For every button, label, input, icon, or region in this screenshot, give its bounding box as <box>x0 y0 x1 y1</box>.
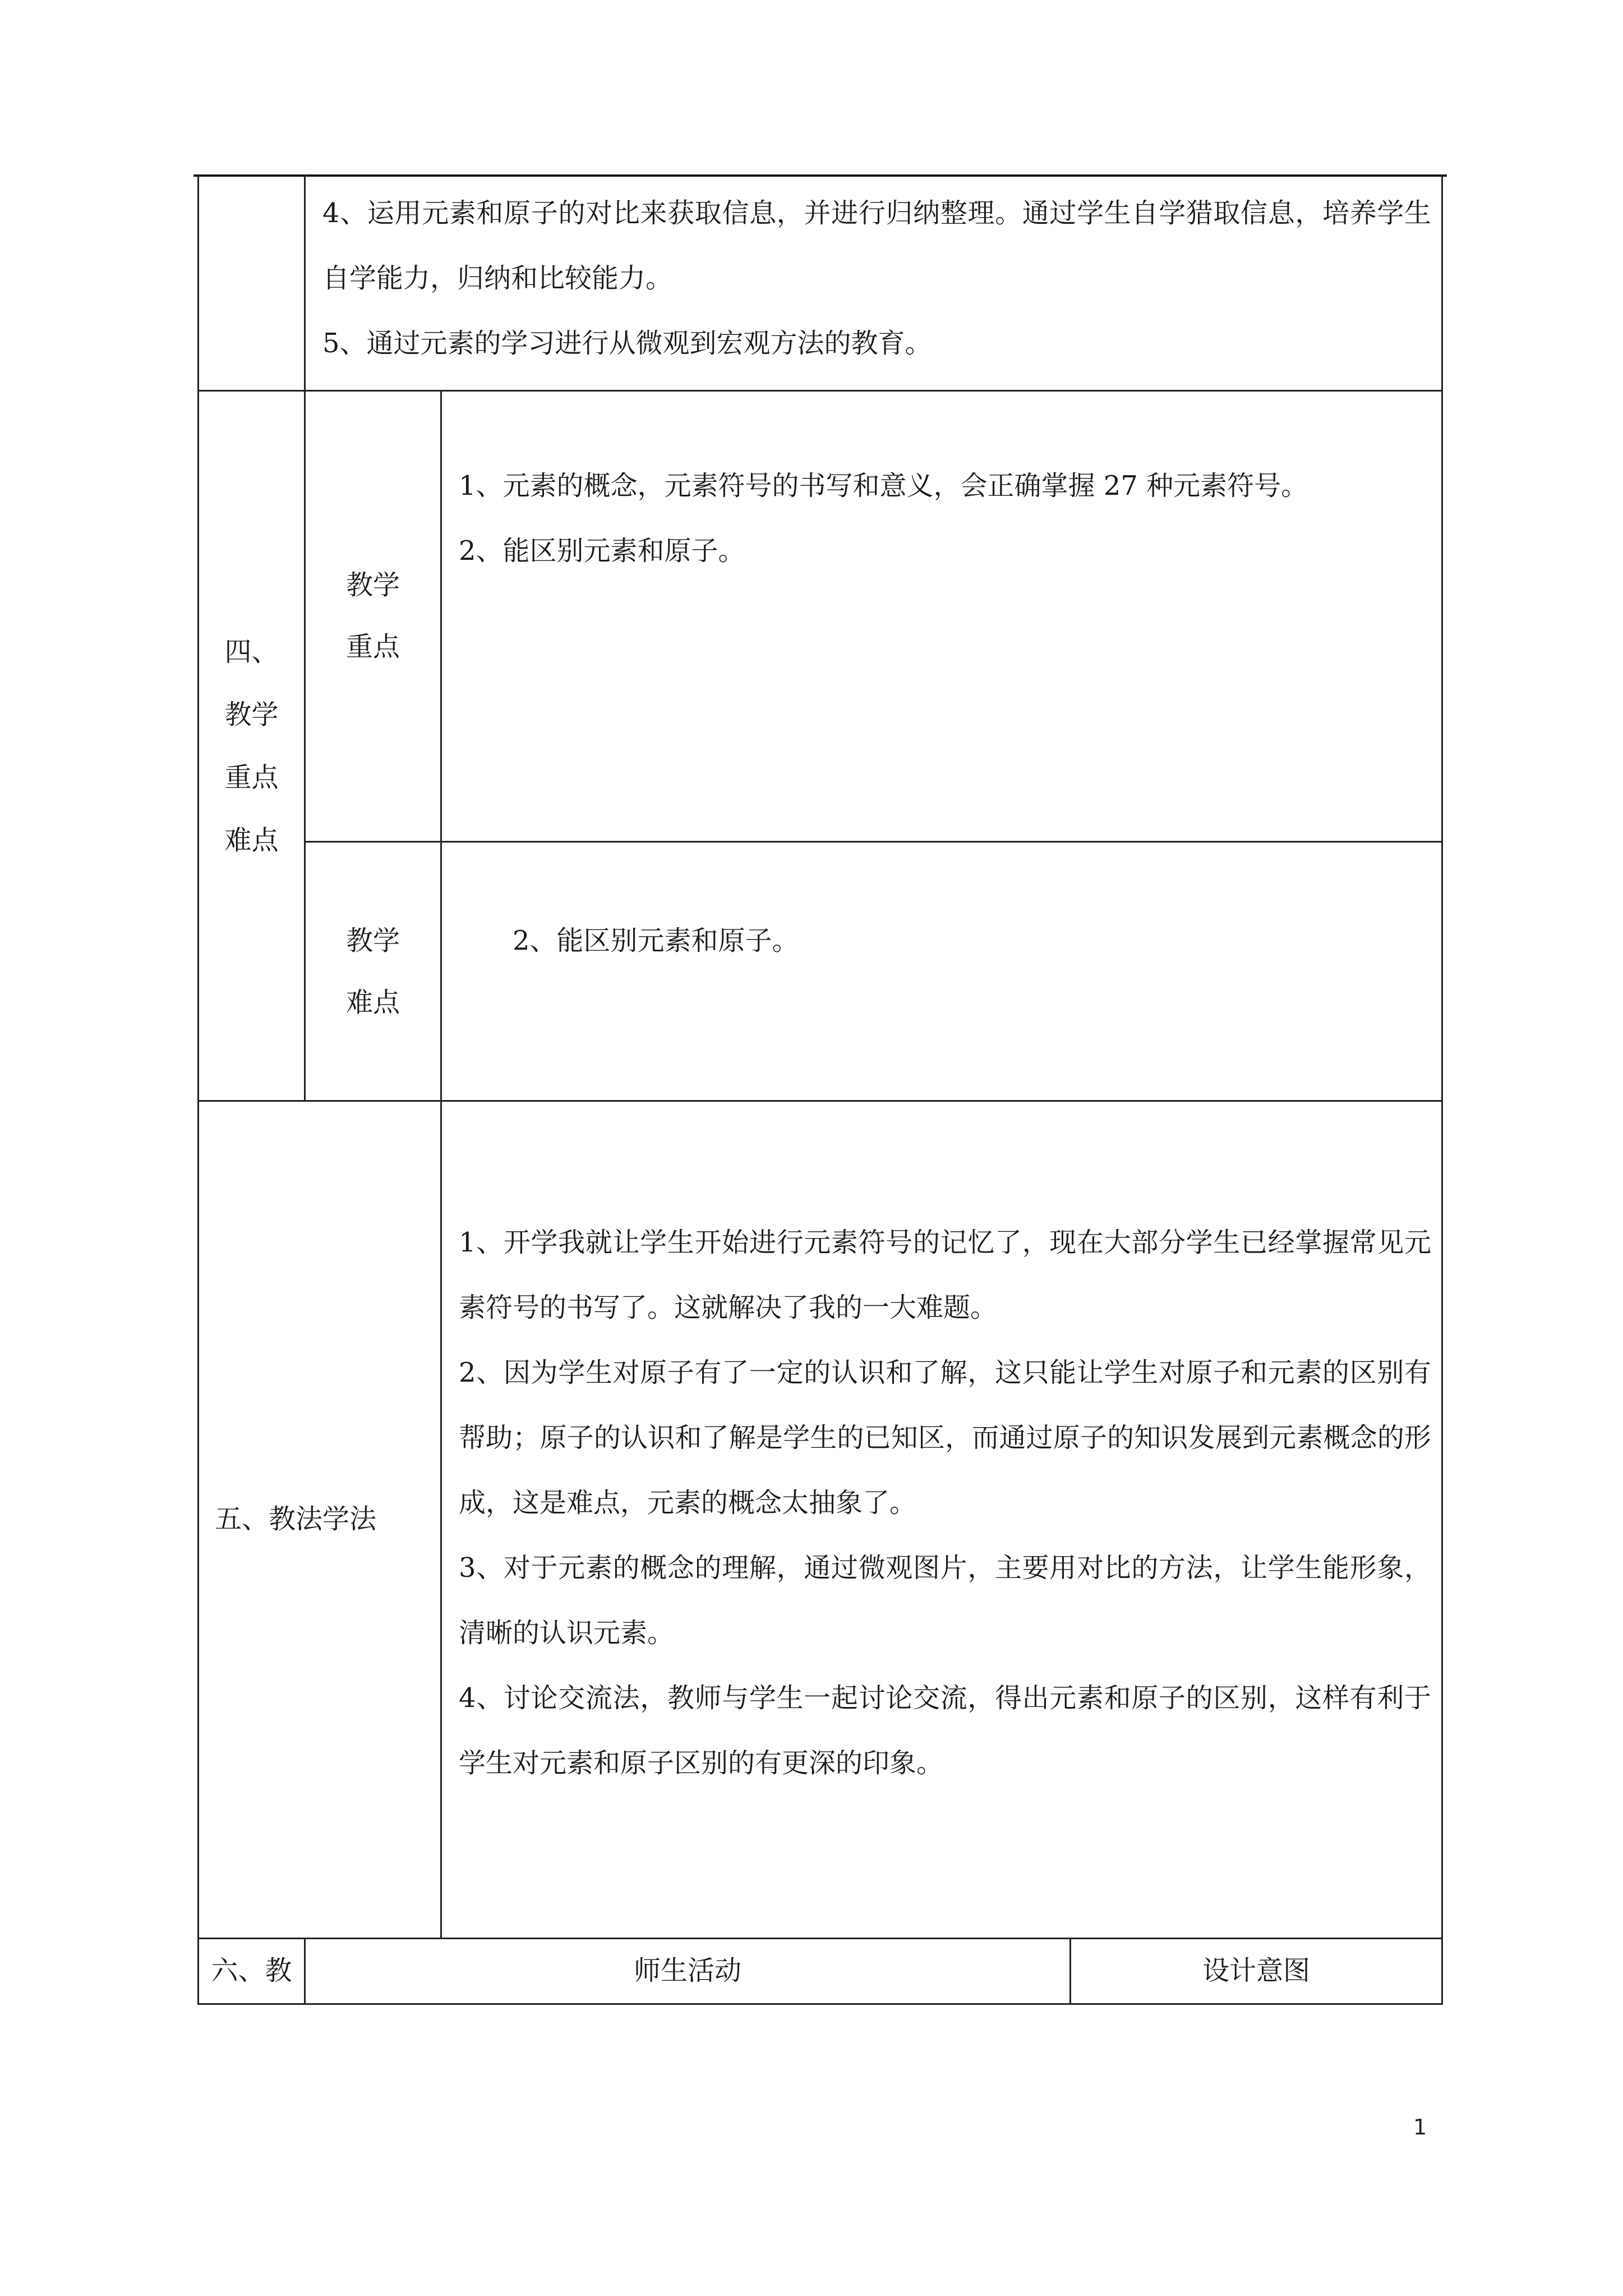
method-item: 2、因为学生对原子有了一定的认识和了解，这只能让学生对原子和元素的区别有帮助；原子的认识和了解是学生的已知区，而通过原子的知识发展到元素概念的形成，这是难点，元素的概念太抽象了。 <box>459 1357 1432 1519</box>
intro-content-cell <box>305 175 1442 390</box>
focus-item: 1、元素的概念，元素符号的书写和意义，会正确掌握 27 种元素符号。 <box>459 470 1308 501</box>
table-row-focus <box>199 390 1442 841</box>
table-row-difficulty <box>199 841 1442 1101</box>
method-item: 4、讨论交流法，教师与学生一起讨论交流，得出元素和原子的区别，这样有利于学生对元素和原子区别的有更深的印象。 <box>459 1682 1432 1779</box>
col-header-activity: 师生活动 <box>305 1938 1071 2004</box>
difficulty-content-cell <box>441 841 1442 1101</box>
section-six-label: 六、教 <box>199 1938 305 2004</box>
methods-list <box>459 1210 1431 1796</box>
lesson-plan-table <box>197 175 1443 2005</box>
table-row-section-six <box>199 1938 1442 2004</box>
section-five-label: 五、教法学法 <box>199 1101 441 1939</box>
method-item: 3、对于元素的概念的理解，通过微观图片，主要用对比的方法，让学生能形象，清晰的认识元素。 <box>459 1552 1432 1649</box>
difficulty-item: 2、能区别元素和原子。 <box>513 924 799 956</box>
focus-content-cell <box>441 390 1442 841</box>
section-four-label: 四、教学重点难点 <box>199 390 305 1101</box>
col-header-intent: 设计意图 <box>1071 1938 1442 2004</box>
page-number: 1 <box>1413 2115 1427 2139</box>
intro-item: 4、运用元素和原子的对比来获取信息，并进行归纳整理。通过学生自学猎取信息，培养学生自学能力，归纳和比较能力。 <box>322 197 1432 294</box>
difficulty-label: 教学难点 <box>305 841 441 1101</box>
method-item: 1、开学我就让学生开始进行元素符号的记忆了，现在大部分学生已经掌握常见元素符号的书写了。这就解决了我的一大难题。 <box>459 1227 1432 1324</box>
table-row-intro <box>199 175 1442 390</box>
focus-item: 2、能区别元素和原子。 <box>459 535 745 567</box>
intro-label-cell <box>199 175 305 390</box>
methods-content-cell <box>441 1101 1442 1939</box>
focus-label: 教学重点 <box>305 390 441 841</box>
table-row-methods <box>199 1101 1442 1939</box>
intro-item: 5、通过元素的学习进行从微观到宏观方法的教育。 <box>322 328 932 359</box>
